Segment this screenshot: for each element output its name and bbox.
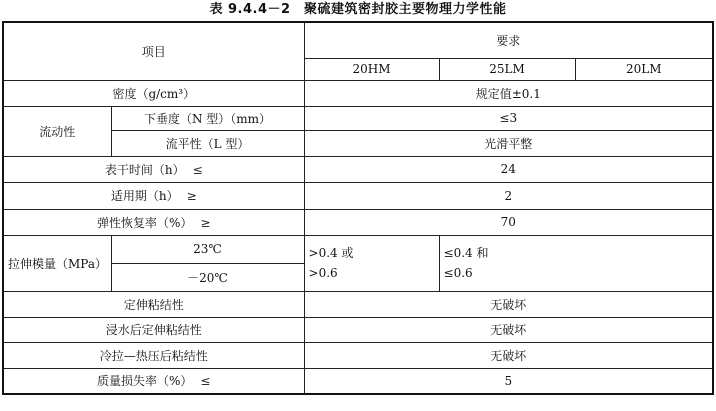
table-row-modulus-23 — [3, 235, 713, 263]
elastic-recovery-operator: ≥ — [200, 215, 211, 230]
mass-loss-operator: ≤ — [200, 374, 211, 389]
surface-dry-label — [3, 156, 304, 182]
density-value: 规定值±0.1 — [304, 80, 713, 106]
surface-dry-value: 24 — [304, 156, 713, 182]
table-header-row — [3, 22, 713, 58]
immersion-adhesion-value: 无破坏 — [304, 317, 713, 342]
flow-label: 流动性 — [3, 106, 111, 156]
pot-life-label — [3, 182, 304, 209]
table-row-density — [3, 80, 713, 106]
elastic-recovery-value: 70 — [304, 209, 713, 235]
mass-loss-text: 质量损失率（%） — [97, 374, 193, 389]
table-row-immersion-adhesion — [3, 317, 713, 342]
mass-loss-value: 5 — [304, 368, 713, 394]
table-row-cold-hot-adhesion — [3, 342, 713, 368]
tensile-adhesion-value: 无破坏 — [304, 291, 713, 317]
sag-value: ≤3 — [304, 106, 713, 130]
header-item: 项目 — [3, 22, 304, 80]
hm-value-minus20: >0.6 — [308, 266, 338, 280]
level-label: 流平性（L 型） — [111, 130, 304, 156]
pot-life-operator: ≥ — [186, 189, 197, 203]
surface-dry-operator: ≤ — [192, 162, 203, 177]
level-value: 光滑平整 — [304, 130, 713, 156]
cold-hot-adhesion-label: 冷拉—热压后粘结性 — [3, 342, 304, 368]
hm-modulus-values — [304, 235, 439, 291]
table-row-surface-dry — [3, 156, 713, 182]
pot-life-text: 适用期（h） — [110, 189, 179, 203]
immersion-adhesion-label: 浸水后定伸粘结性 — [3, 317, 304, 342]
table-row-elastic-recovery — [3, 209, 713, 235]
cold-hot-adhesion-value: 无破坏 — [304, 342, 713, 368]
header-requirement: 要求 — [304, 22, 713, 58]
elastic-recovery-text: 弹性恢复率（%） — [97, 215, 193, 230]
surface-dry-text: 表干时间（h） — [104, 162, 185, 177]
hm-value-23: >0.4 或 — [308, 246, 354, 260]
lm-value-23: ≤0.4 和 — [443, 246, 489, 260]
density-label: 密度（g/cm³） — [3, 80, 304, 106]
lm-value-minus20: ≤0.6 — [443, 266, 473, 280]
grade-25lm: 25LM — [439, 58, 575, 80]
temp-minus20: －20℃ — [111, 263, 304, 291]
tensile-modulus-label: 拉伸模量（MPa） — [3, 235, 111, 291]
temp-23: 23℃ — [111, 235, 304, 263]
lm-modulus-values — [439, 235, 713, 291]
mass-loss-label — [3, 368, 304, 394]
grade-20lm: 20LM — [575, 58, 713, 80]
elastic-recovery-label — [3, 209, 304, 235]
table-row-tensile-adhesion — [3, 291, 713, 317]
table-row-sag — [3, 106, 713, 130]
grade-20hm: 20HM — [304, 58, 439, 80]
table-caption: 表 9.4.4－2 聚硫建筑密封胶主要物理力学性能 — [209, 2, 507, 17]
pot-life-value: 2 — [304, 182, 713, 209]
tensile-adhesion-label: 定伸粘结性 — [3, 291, 304, 317]
properties-table — [2, 21, 714, 395]
table-row-mass-loss — [3, 368, 713, 394]
table-row-pot-life — [3, 182, 713, 209]
sag-label: 下垂度（N 型）（mm） — [111, 106, 304, 130]
